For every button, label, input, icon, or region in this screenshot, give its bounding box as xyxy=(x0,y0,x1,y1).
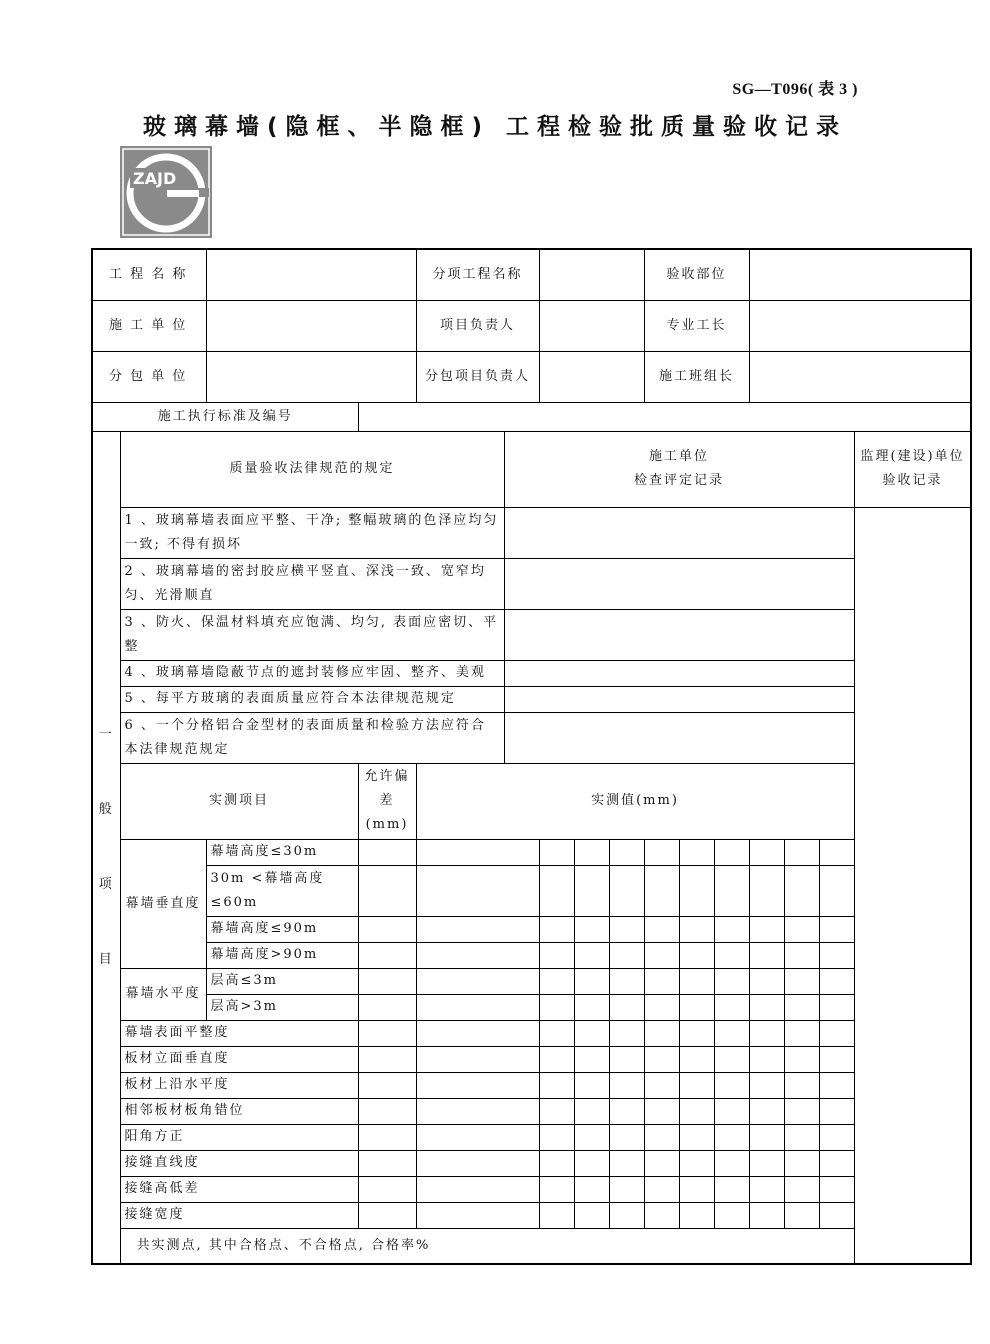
subcontract-unit-field[interactable] xyxy=(206,351,416,402)
value-cell[interactable] xyxy=(679,1124,714,1150)
value-cell[interactable] xyxy=(679,1072,714,1098)
value-cell[interactable] xyxy=(784,994,819,1020)
check-field-2[interactable] xyxy=(504,558,854,609)
value-cell[interactable] xyxy=(784,865,819,916)
standard-label: 施工执行标准及编号 xyxy=(92,402,358,431)
value-cell[interactable] xyxy=(714,1072,749,1098)
value-cell[interactable] xyxy=(416,942,539,968)
measure-row-label: 幕墙表面平整度 xyxy=(120,1020,358,1046)
value-cell[interactable] xyxy=(714,839,749,865)
value-cell[interactable] xyxy=(819,1020,854,1046)
horizontal-row-label: 层高>3m xyxy=(206,994,358,1020)
value-cell[interactable] xyxy=(749,916,784,942)
value-cell[interactable] xyxy=(539,1098,574,1124)
value-cell[interactable] xyxy=(539,1202,574,1228)
value-cell[interactable] xyxy=(644,968,679,994)
measure-row-label: 接缝宽度 xyxy=(120,1202,358,1228)
value-cell[interactable] xyxy=(784,1098,819,1124)
value-cell[interactable] xyxy=(749,994,784,1020)
value-cell[interactable] xyxy=(574,1046,609,1072)
check-field-5[interactable] xyxy=(504,686,854,712)
standard-field[interactable] xyxy=(358,402,971,431)
value-cell[interactable] xyxy=(679,968,714,994)
vertical-row-label: 幕墙高度≤30m xyxy=(206,839,358,865)
value-cell[interactable] xyxy=(714,1124,749,1150)
value-cell[interactable] xyxy=(749,839,784,865)
value-cell[interactable] xyxy=(644,1046,679,1072)
value-cell[interactable] xyxy=(819,1124,854,1150)
value-cell[interactable] xyxy=(416,994,539,1020)
tolerance-cell[interactable] xyxy=(358,1098,416,1124)
value-cell[interactable] xyxy=(644,865,679,916)
value-cell[interactable] xyxy=(609,839,644,865)
value-cell[interactable] xyxy=(574,1124,609,1150)
horizontal-row-label: 层高≤3m xyxy=(206,968,358,994)
value-cell[interactable] xyxy=(539,1150,574,1176)
spec-item-2: 2 、玻璃幕墙的密封胶应横平竖直、深浅一致、宽窄均匀、光滑顺直 xyxy=(120,558,504,609)
value-cell[interactable] xyxy=(609,1098,644,1124)
value-cell[interactable] xyxy=(609,1150,644,1176)
page-title: 玻璃幕墙(隐框、半隐框) 工程检验批质量验收记录 xyxy=(142,114,848,140)
value-cell[interactable] xyxy=(749,1124,784,1150)
tolerance-cell[interactable] xyxy=(358,916,416,942)
value-cell[interactable] xyxy=(679,994,714,1020)
measure-row-label: 接缝高低差 xyxy=(120,1176,358,1202)
sub-project-manager-field[interactable] xyxy=(539,351,644,402)
value-cell[interactable] xyxy=(714,1176,749,1202)
value-cell[interactable] xyxy=(749,865,784,916)
value-cell[interactable] xyxy=(819,865,854,916)
value-cell[interactable] xyxy=(819,916,854,942)
measure-row-label: 阳角方正 xyxy=(120,1124,358,1150)
value-cell[interactable] xyxy=(714,1150,749,1176)
value-cell[interactable] xyxy=(819,1176,854,1202)
tolerance-header: 允许偏差(mm) xyxy=(358,763,416,839)
form-code: SG—T096( 表 3 ) xyxy=(732,81,858,98)
acceptance-part-label: 验收部位 xyxy=(644,249,749,300)
value-cell[interactable] xyxy=(819,1046,854,1072)
value-cell[interactable] xyxy=(574,1202,609,1228)
vertical-group-label: 幕墙垂直度 xyxy=(120,839,206,968)
tolerance-cell[interactable] xyxy=(358,968,416,994)
value-cell[interactable] xyxy=(574,1020,609,1046)
measure-row-label: 板材立面垂直度 xyxy=(120,1046,358,1072)
spec-header: 质量验收法律规范的规定 xyxy=(120,431,504,507)
value-cell[interactable] xyxy=(749,1098,784,1124)
value-cell[interactable] xyxy=(819,994,854,1020)
value-cell[interactable] xyxy=(749,1150,784,1176)
value-cell[interactable] xyxy=(416,1202,539,1228)
value-cell[interactable] xyxy=(644,1150,679,1176)
value-cell[interactable] xyxy=(819,1150,854,1176)
value-cell[interactable] xyxy=(714,942,749,968)
value-cell[interactable] xyxy=(819,968,854,994)
project-name-label: 工 程 名 称 xyxy=(92,249,206,300)
sub-project-field[interactable] xyxy=(539,249,644,300)
value-cell[interactable] xyxy=(416,865,539,916)
value-cell[interactable] xyxy=(539,1176,574,1202)
check-field-6[interactable] xyxy=(504,712,854,763)
tolerance-cell[interactable] xyxy=(358,839,416,865)
value-cell[interactable] xyxy=(609,968,644,994)
value-cell[interactable] xyxy=(714,994,749,1020)
value-cell[interactable] xyxy=(609,942,644,968)
inspection-form xyxy=(91,248,972,1265)
tolerance-cell[interactable] xyxy=(358,942,416,968)
team-leader-field[interactable] xyxy=(749,351,971,402)
value-cell[interactable] xyxy=(679,1150,714,1176)
value-cell[interactable] xyxy=(644,916,679,942)
value-cell[interactable] xyxy=(416,1098,539,1124)
value-cell[interactable] xyxy=(714,1046,749,1072)
value-cell[interactable] xyxy=(819,1202,854,1228)
value-cell[interactable] xyxy=(539,968,574,994)
value-cell[interactable] xyxy=(784,1020,819,1046)
value-cell[interactable] xyxy=(644,994,679,1020)
value-cell[interactable] xyxy=(714,968,749,994)
supervision-field[interactable] xyxy=(854,507,971,1264)
value-cell[interactable] xyxy=(539,1124,574,1150)
value-cell[interactable] xyxy=(574,994,609,1020)
value-cell[interactable] xyxy=(749,1072,784,1098)
tolerance-cell[interactable] xyxy=(358,1124,416,1150)
value-cell[interactable] xyxy=(784,1150,819,1176)
spec-item-6: 6 、一个分格铝合金型材的表面质量和检验方法应符合本法律规范规定 xyxy=(120,712,504,763)
value-cell[interactable] xyxy=(539,942,574,968)
value-cell[interactable] xyxy=(749,1046,784,1072)
acceptance-part-field[interactable] xyxy=(749,249,971,300)
spec-item-3: 3 、防火、保温材料填充应饱满、均匀, 表面应密切、平整 xyxy=(120,609,504,660)
construction-unit-field[interactable] xyxy=(206,300,416,351)
value-cell[interactable] xyxy=(679,916,714,942)
vertical-row-label: 30m <幕墙高度≤60m xyxy=(206,865,358,916)
check-field-1[interactable] xyxy=(504,507,854,558)
pass-rate-summary: 共实测点, 其中合格点、不合格点, 合格率% xyxy=(120,1228,971,1264)
value-cell[interactable] xyxy=(609,994,644,1020)
project-manager-field[interactable] xyxy=(539,300,644,351)
value-cell[interactable] xyxy=(416,968,539,994)
value-cell[interactable] xyxy=(784,839,819,865)
value-cell[interactable] xyxy=(416,1072,539,1098)
value-cell[interactable] xyxy=(539,1020,574,1046)
construction-unit-label: 施 工 单 位 xyxy=(92,300,206,351)
tolerance-cell[interactable] xyxy=(358,1202,416,1228)
value-cell[interactable] xyxy=(679,1176,714,1202)
value-cell[interactable] xyxy=(539,1046,574,1072)
team-leader-label: 施工班组长 xyxy=(644,351,749,402)
value-cell[interactable] xyxy=(784,1046,819,1072)
value-cell[interactable] xyxy=(644,1072,679,1098)
value-cell[interactable] xyxy=(609,1202,644,1228)
foreman-field[interactable] xyxy=(749,300,971,351)
value-cell[interactable] xyxy=(714,865,749,916)
check-field-3[interactable] xyxy=(504,609,854,660)
value-cell[interactable] xyxy=(749,942,784,968)
value-cell[interactable] xyxy=(784,1176,819,1202)
spec-item-5: 5 、每平方玻璃的表面质量应符合本法律规范规定 xyxy=(120,686,504,712)
value-cell[interactable] xyxy=(574,1150,609,1176)
value-cell[interactable] xyxy=(819,839,854,865)
value-cell[interactable] xyxy=(574,1176,609,1202)
value-cell[interactable] xyxy=(714,916,749,942)
check-field-4[interactable] xyxy=(504,660,854,686)
value-cell[interactable] xyxy=(644,942,679,968)
value-cell[interactable] xyxy=(679,1020,714,1046)
value-cell[interactable] xyxy=(609,916,644,942)
value-cell[interactable] xyxy=(679,865,714,916)
value-cell[interactable] xyxy=(819,942,854,968)
general-items-side-label: 一 般 项 目 xyxy=(92,431,120,1264)
tolerance-cell[interactable] xyxy=(358,1072,416,1098)
value-cell[interactable] xyxy=(539,839,574,865)
value-cell[interactable] xyxy=(784,942,819,968)
value-cell[interactable] xyxy=(679,1202,714,1228)
project-manager-label: 项目负责人 xyxy=(416,300,539,351)
project-name-field[interactable] xyxy=(206,249,416,300)
vertical-row-label: 幕墙高度≤90m xyxy=(206,916,358,942)
sub-project-manager-label: 分包项目负责人 xyxy=(416,351,539,402)
value-cell[interactable] xyxy=(416,1124,539,1150)
tolerance-cell[interactable] xyxy=(358,1046,416,1072)
spec-item-1: 1 、玻璃幕墙表面应平整、干净; 整幅玻璃的色泽应均匀一致; 不得有损坏 xyxy=(120,507,504,558)
logo xyxy=(120,146,212,238)
value-cell[interactable] xyxy=(416,1150,539,1176)
value-cell[interactable] xyxy=(609,1176,644,1202)
measured-values-header: 实测值(mm) xyxy=(416,763,854,839)
value-cell[interactable] xyxy=(679,839,714,865)
tolerance-cell[interactable] xyxy=(358,1150,416,1176)
logo-text: ZAJD xyxy=(133,169,177,188)
construction-check-header: 施工单位 检查评定记录 xyxy=(504,431,854,507)
spec-item-4: 4 、玻璃幕墙隐蔽节点的遮封装修应牢固、整齐、美观 xyxy=(120,660,504,686)
measure-row-label: 板材上沿水平度 xyxy=(120,1072,358,1098)
value-cell[interactable] xyxy=(574,942,609,968)
value-cell[interactable] xyxy=(644,839,679,865)
tolerance-cell[interactable] xyxy=(358,994,416,1020)
value-cell[interactable] xyxy=(644,1176,679,1202)
supervision-header: 监理(建设)单位验收记录 xyxy=(854,431,971,507)
value-cell[interactable] xyxy=(714,1202,749,1228)
value-cell[interactable] xyxy=(784,968,819,994)
value-cell[interactable] xyxy=(539,865,574,916)
measure-row-label: 相邻板材板角错位 xyxy=(120,1098,358,1124)
value-cell[interactable] xyxy=(749,1176,784,1202)
value-cell[interactable] xyxy=(574,1098,609,1124)
subcontract-unit-label: 分 包 单 位 xyxy=(92,351,206,402)
value-cell[interactable] xyxy=(644,1020,679,1046)
value-cell[interactable] xyxy=(609,1072,644,1098)
vertical-row-label: 幕墙高度>90m xyxy=(206,942,358,968)
value-cell[interactable] xyxy=(679,1098,714,1124)
value-cell[interactable] xyxy=(784,1124,819,1150)
value-cell[interactable] xyxy=(416,839,539,865)
value-cell[interactable] xyxy=(819,1072,854,1098)
value-cell[interactable] xyxy=(784,1202,819,1228)
value-cell[interactable] xyxy=(714,1098,749,1124)
value-cell[interactable] xyxy=(416,1020,539,1046)
value-cell[interactable] xyxy=(749,1202,784,1228)
value-cell[interactable] xyxy=(679,1046,714,1072)
value-cell[interactable] xyxy=(679,942,714,968)
tolerance-cell[interactable] xyxy=(358,1176,416,1202)
measure-item-header: 实测项目 xyxy=(120,763,358,839)
value-cell[interactable] xyxy=(609,1124,644,1150)
value-cell[interactable] xyxy=(749,968,784,994)
value-cell[interactable] xyxy=(644,1124,679,1150)
measure-row-label: 接缝直线度 xyxy=(120,1150,358,1176)
value-cell[interactable] xyxy=(574,968,609,994)
value-cell[interactable] xyxy=(574,865,609,916)
tolerance-cell[interactable] xyxy=(358,1020,416,1046)
value-cell[interactable] xyxy=(784,916,819,942)
tolerance-cell[interactable] xyxy=(358,865,416,916)
sub-project-label: 分项工程名称 xyxy=(416,249,539,300)
value-cell[interactable] xyxy=(784,1072,819,1098)
value-cell[interactable] xyxy=(574,1072,609,1098)
value-cell[interactable] xyxy=(539,1072,574,1098)
value-cell[interactable] xyxy=(416,1176,539,1202)
value-cell[interactable] xyxy=(644,1202,679,1228)
value-cell[interactable] xyxy=(819,1098,854,1124)
foreman-label: 专业工长 xyxy=(644,300,749,351)
value-cell[interactable] xyxy=(609,1046,644,1072)
value-cell[interactable] xyxy=(609,865,644,916)
horizontal-group-label: 幕墙水平度 xyxy=(120,968,206,1020)
value-cell[interactable] xyxy=(574,839,609,865)
value-cell[interactable] xyxy=(714,1020,749,1046)
value-cell[interactable] xyxy=(609,1020,644,1046)
value-cell[interactable] xyxy=(749,1020,784,1046)
value-cell[interactable] xyxy=(539,994,574,1020)
value-cell[interactable] xyxy=(644,1098,679,1124)
value-cell[interactable] xyxy=(539,916,574,942)
value-cell[interactable] xyxy=(416,1046,539,1072)
value-cell[interactable] xyxy=(574,916,609,942)
value-cell[interactable] xyxy=(416,916,539,942)
